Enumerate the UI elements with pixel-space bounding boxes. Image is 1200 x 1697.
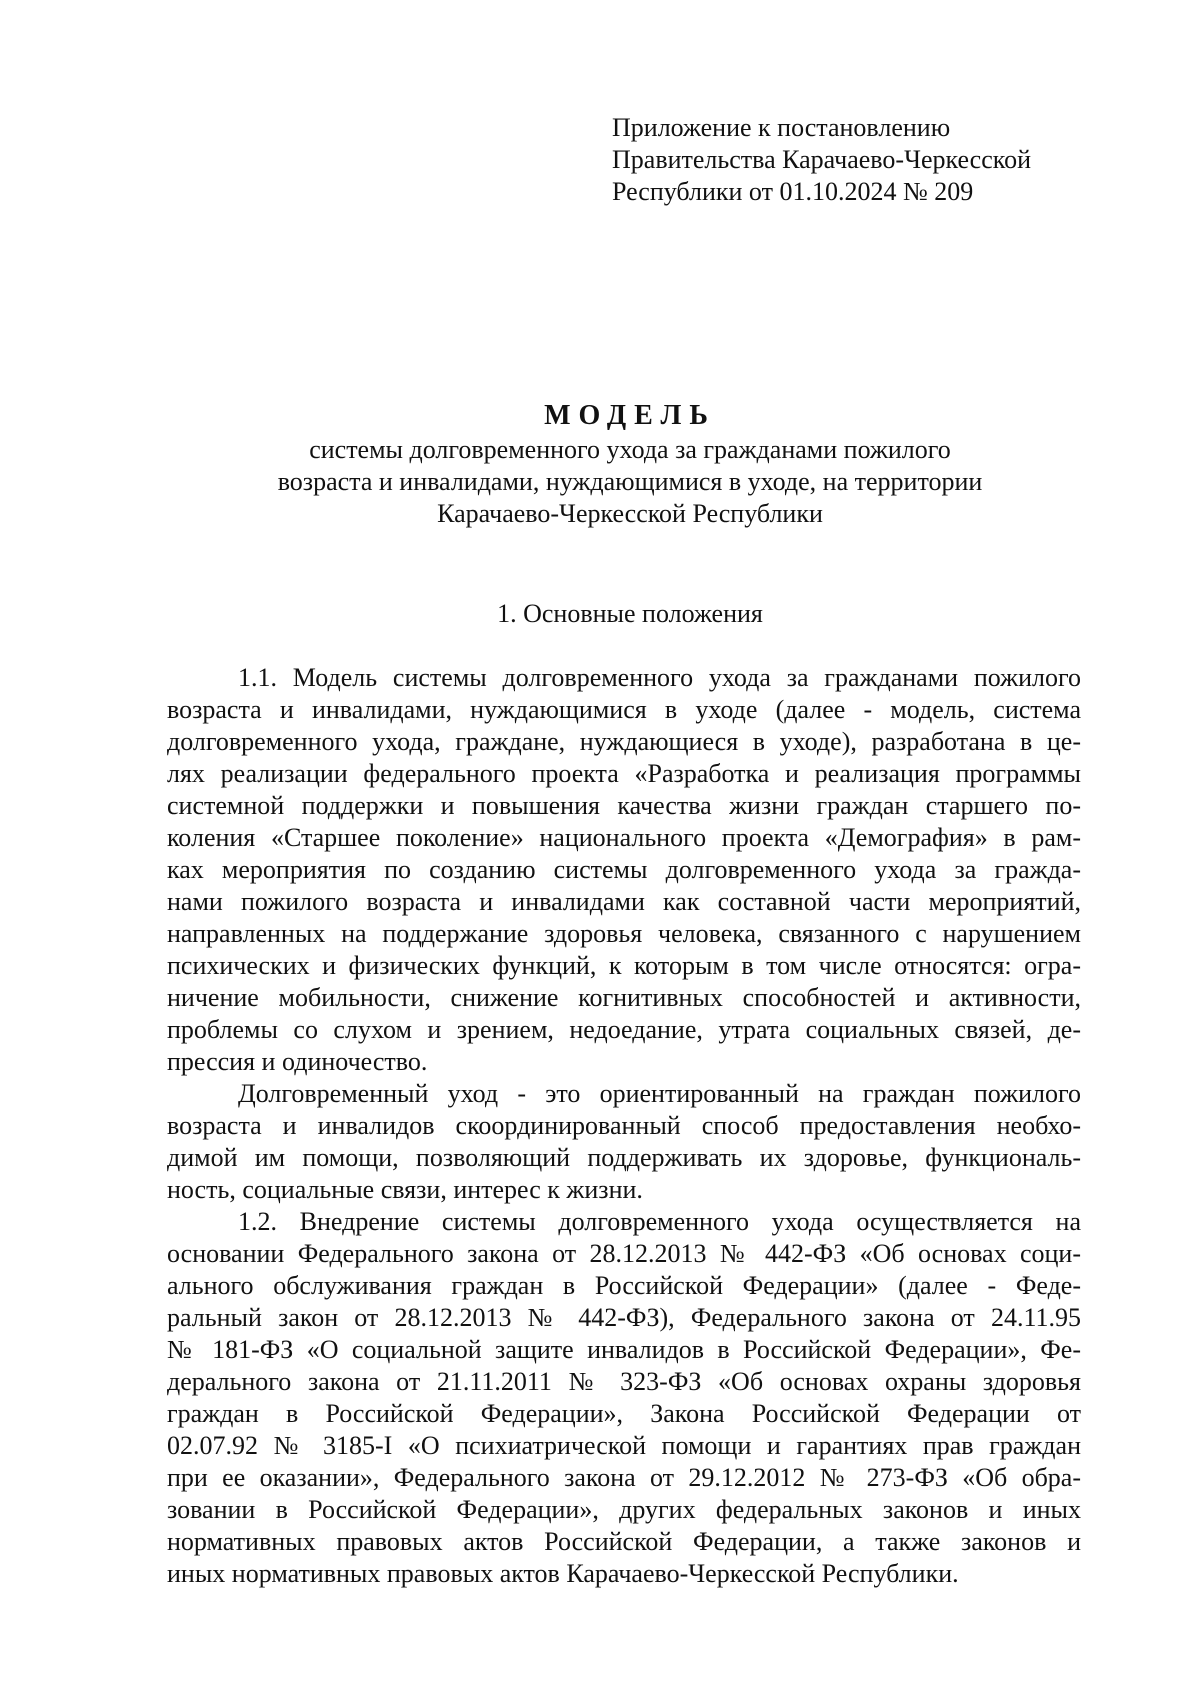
appendix-line-1: Приложение к постановлению: [612, 113, 951, 142]
appendix-line-2: Правительства Карачаево-Черкесской: [612, 145, 1031, 174]
paragraph-3-line: ального обслуживания граждан в Российской Федерации» (далее - Феде-: [167, 1271, 1081, 1300]
section-heading: 1. Основные положения: [497, 599, 763, 628]
paragraph-2-line: ность, социальные связи, интерес к жизни.: [167, 1175, 643, 1204]
paragraph-2-line: Долговременный уход - это ориентированный на граждан пожилого: [238, 1079, 1081, 1108]
subtitle-line-2: возраста и инвалидами, нуждающимися в уходе, на территории: [277, 467, 983, 496]
paragraph-1-line: проблемы со слухом и зрением, недоедание, утрата социальных связей, де-: [167, 1015, 1081, 1044]
paragraph-3-line: зовании в Российской Федерации», других федеральных законов и иных: [167, 1495, 1081, 1524]
paragraph-1-line: направленных на поддержание здоровья человека, связанного с нарушением: [167, 919, 1081, 948]
paragraph-3-line: граждан в Российской Федерации», Закона Российской Федерации от: [167, 1399, 1081, 1428]
subtitle-line-1: системы долговременного ухода за гражданами пожилого: [309, 435, 951, 464]
paragraph-3-line: 02.07.92 № 3185-I «О психиатрической помощи и гарантиях прав граждан: [167, 1431, 1081, 1460]
paragraph-3-line: основании Федерального закона от 28.12.2013 № 442-ФЗ «Об основах соци-: [167, 1239, 1081, 1268]
paragraph-1-line: коления «Старшее поколение» национального проекта «Демография» в рам-: [167, 823, 1081, 852]
subtitle-line-3: Карачаево-Черкесской Республики: [437, 499, 823, 528]
appendix-note: [612, 112, 1132, 208]
paragraph-1-line: прессия и одиночество.: [167, 1047, 428, 1076]
paragraph-1-line: лях реализации федерального проекта «Разработка и реализация программы: [167, 759, 1081, 788]
paragraph-3-line: нормативных правовых актов Российской Федерации, а также законов и: [167, 1527, 1081, 1556]
paragraph-1-line: долговременного ухода, граждане, нуждающиеся в уходе), разработана в це-: [167, 727, 1081, 756]
paragraph-1-line: возраста и инвалидами, нуждающимися в уходе (далее - модель, система: [167, 695, 1081, 724]
document-subtitle: [150, 434, 1110, 530]
body-text: [167, 662, 1081, 1590]
paragraph-2-line: димой им помощи, позволяющий поддерживать их здоровье, функциональ-: [167, 1143, 1081, 1172]
paragraph-1-line: психических и физических функций, к которым в том числе относятся: огра-: [167, 951, 1081, 980]
paragraph-1-line: ничение мобильности, снижение когнитивных способностей и активности,: [167, 983, 1081, 1012]
paragraph-1-line: 1.1. Модель системы долговременного ухода за гражданами пожилого: [238, 663, 1081, 692]
paragraph-3-line: при ее оказании», Федерального закона от 29.12.2012 № 273-ФЗ «Об обра-: [167, 1463, 1081, 1492]
paragraph-3-line: иных нормативных правовых актов Карачаево-Черкесской Республики.: [167, 1559, 959, 1588]
document-title: МОДЕЛЬ: [544, 400, 716, 431]
paragraph-3-line: № 181-ФЗ «О социальной защите инвалидов в Российской Федерации», Фе-: [167, 1335, 1081, 1364]
paragraph-1-line: системной поддержки и повышения качества жизни граждан старшего по-: [167, 791, 1081, 820]
paragraph-3-line: ральный закон от 28.12.2013 № 442-ФЗ), Федерального закона от 24.11.95: [167, 1303, 1081, 1332]
paragraph-1-line: нами пожилого возраста и инвалидами как составной части мероприятий,: [167, 887, 1081, 916]
appendix-line-3: Республики от 01.10.2024 № 209: [612, 177, 974, 206]
paragraph-3-line: дерального закона от 21.11.2011 № 323-ФЗ «Об основах охраны здоровья: [167, 1367, 1081, 1396]
paragraph-1-line: ках мероприятия по созданию системы долговременного ухода за гражда-: [167, 855, 1081, 884]
paragraph-3-line: 1.2. Внедрение системы долговременного ухода осуществляется на: [238, 1207, 1081, 1236]
paragraph-2-line: возраста и инвалидов скоординированный способ предоставления необхо-: [167, 1111, 1081, 1140]
